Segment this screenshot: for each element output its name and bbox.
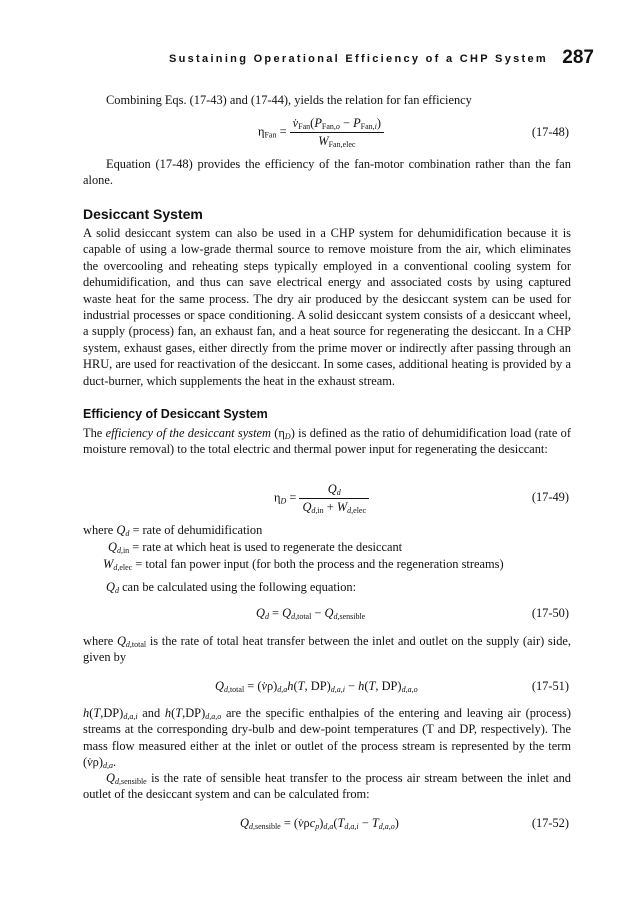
equation-17-48: $\eta_{Fan}$ = $\frac{v̇_{Fan}(P_{Fan,o} - P_{Fan,i})}{W_{Fan,elec}}$ (258, 116, 384, 149)
qtotal-description: where $Q_{d,total}$ is the rate of total heat transfer between the inlet and outlet on the supply (air) side, given by (83, 634, 571, 665)
equation-17-49: $\eta_D$ = $\frac{Q_d}{Q_{d,in} + W_{d,elec}}$ (274, 482, 369, 515)
equation-17-51: $Q_{d,total}$ = $(v̇\rho)_{d,a}h(T$, $DP)_{d,a,i} - h(T$, $DP)_{d,a,o}$ (215, 679, 418, 694)
equation-number-17-49: (17-49) (531, 490, 569, 504)
intro-combining: Combining Eqs. (17-43) and (17-44), yields the relation for fan efficiency (106, 93, 472, 107)
equation-17-52: $Q_{d,sensible}$ = $(v̇\rho c_p)_{d,a}(T_{d,a,i} - T_{d,a,o})$ (240, 816, 399, 831)
desiccant-paragraph: A solid desiccant system can also be used in a CHP system for dehumidification because it is capable of using a low-grade thermal source to remove moisture from the air, which eliminates the overcooling and reheating steps typically employed in a conventional cooling system for dehumidification, and thus can save electrical energy and associated costs by using captured waste heat for the same process. The dry air produced by the desiccant system can be used for industrial processes or space conditioning. A solid desiccant system consists of a desiccant wheel, a supply (process) fan, an exhaust fan, and a heat source for regenerating the desiccant. In a CHP system, exhaust gases, either directly from the prime mover or indirectly after passing through an HRU, are used for reactivation of the desiccant. In some cases, additional heating is provided by a duct-burner, which supplements the heat in the exhaust stream. (83, 226, 571, 388)
equation-number-17-50: (17-50) (531, 606, 569, 620)
enthalpy-paragraph: $h(T,DP)_{d,a,i}$ and $h(T,DP)_{d,a,o}$ are the specific enthalpies of the entering and leaving air (process) streams at the corresponding dry-bulb and dew-point temperatures (T and DP, respectively). The mass flow measured either at the inlet or outlet of the process stream is represented by the term $(v̇\rho)_{d,a}$. (83, 706, 571, 771)
running-title: Sustaining Operational Efficiency of a CHP System (168, 53, 548, 65)
section-heading-desiccant: Desiccant System (83, 206, 203, 222)
equation-number-17-52: (17-52) (531, 816, 569, 830)
where-line-2: $Q_{d,in}$ = rate at which heat is used to regenerate the desiccant (108, 540, 403, 555)
intro-note: Equation (17-48) provides the efficiency of the fan-motor combination rather than the fan alone. (83, 157, 571, 188)
equation-number-17-51: (17-51) (531, 679, 569, 693)
equation-17-50: $Q_d = Q_{d,total} - Q_{d,sensible}$ (256, 606, 366, 621)
running-head (160, 47, 600, 73)
where-line-1: where $Q_d$ = rate of dehumidification (83, 523, 263, 538)
subsection-heading-efficiency: Efficiency of Desiccant System (83, 407, 268, 421)
page-number: 287 (562, 47, 594, 68)
qsensible-paragraph: $Q_{d,sensible}$ is the rate of sensible heat transfer to the process air stream between the inlet and outlet of the desiccant system and can be calculated from: (83, 771, 571, 802)
where-line-3: $W_{d,elec}$ = total fan power input (for both the process and the regeneration streams) (103, 557, 504, 572)
efficiency-definition: The efficiency of the desiccant system $(\eta_D)$ is defined as the ratio of dehumidification load (rate of moisture removal) to the total electric and thermal power input for regenerating the desiccant: (83, 426, 571, 457)
equation-number-17-48: (17-48) (531, 125, 569, 139)
qd-calc-line: $Q_d$ can be calculated using the following equation: (106, 580, 357, 595)
